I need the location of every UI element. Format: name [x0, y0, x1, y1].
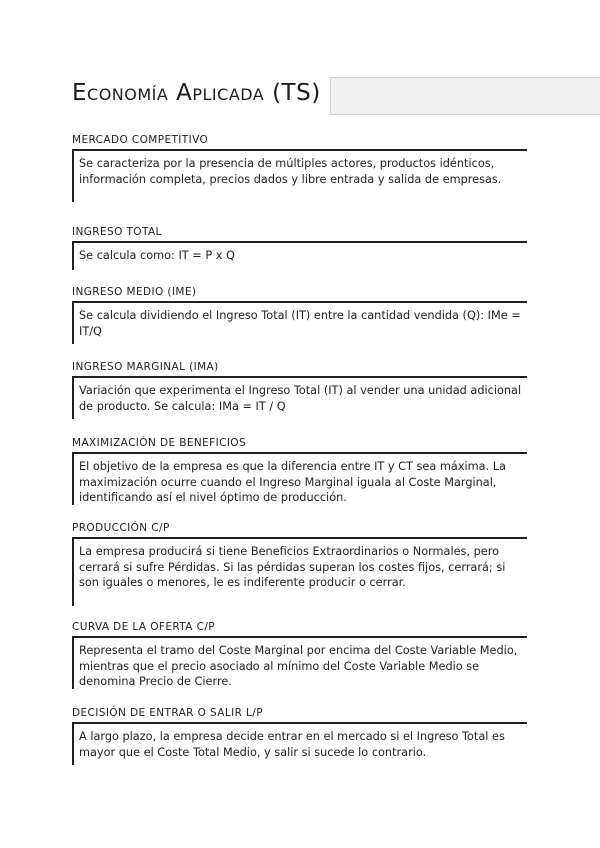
document-title: Economía Aplicada (TS): [72, 80, 321, 106]
section-ingreso-marginal: [72, 361, 527, 437]
section-heading: MERCADO COMPETITIVO: [72, 134, 527, 151]
section-mercado-competitivo: [72, 134, 527, 226]
section-text: Se calcula dividiendo el Ingreso Total (IT) entre la cantidad vendida (Q): IMe = IT/Q: [72, 303, 527, 344]
section-text: Se caracteriza por la presencia de múltiples actores, productos idénticos, información completa, precios dados y libre entrada y salida de empresas.: [72, 151, 527, 202]
section-decision-entrar-salir: [72, 707, 527, 777]
section-produccion-cp: [72, 522, 527, 621]
sections-list: [72, 134, 527, 777]
section-ingreso-medio: [72, 286, 527, 361]
section-text: La empresa producirá si tiene Beneficios Extraordinarios o Normales, pero cerrará si sufre Pérdidas. Si las pérdidas superan los costes fijos, cerrará; si son iguales o menores, le es indiferente producir o cerrar.: [72, 539, 527, 606]
section-heading: INGRESO MEDIO (IME): [72, 286, 527, 303]
section-heading: DECISIÓN DE ENTRAR O SALIR L/P: [72, 707, 527, 724]
section-heading: INGRESO MARGINAL (IMA): [72, 361, 527, 378]
section-heading: PRODUCCIÓN C/P: [72, 522, 527, 539]
section-text: El objetivo de la empresa es que la diferencia entre IT y CT sea máxima. La maximización ocurre cuando el Ingreso Marginal iguala al Coste Marginal, identificando así el nivel óptimo de producción.: [72, 454, 527, 505]
section-text: Representa el tramo del Coste Marginal por encima del Coste Variable Medio, mientras que el precio asociado al mínimo del Coste Variable Medio se denomina Precio de Cierre.: [72, 638, 527, 689]
section-text: Variación que experimenta el Ingreso Total (IT) al vender una unidad adicional de producto. Se calcula: IMa = IT / Q: [72, 378, 527, 419]
section-curva-oferta-cp: [72, 621, 527, 707]
section-heading: INGRESO TOTAL: [72, 226, 527, 243]
section-heading: MAXIMIZACIÓN DE BENEFICIOS: [72, 437, 527, 454]
section-heading: CURVA DE LA OFERTA C/P: [72, 621, 527, 638]
title-box: [330, 77, 600, 115]
section-text: A largo plazo, la empresa decide entrar en el mercado si el Ingreso Total es mayor que el Coste Total Medio, y salir si sucede lo contrario.: [72, 724, 527, 765]
section-ingreso-total: [72, 226, 527, 286]
section-text: Se calcula como: IT = P x Q: [72, 243, 527, 270]
section-maximizacion-beneficios: [72, 437, 527, 522]
